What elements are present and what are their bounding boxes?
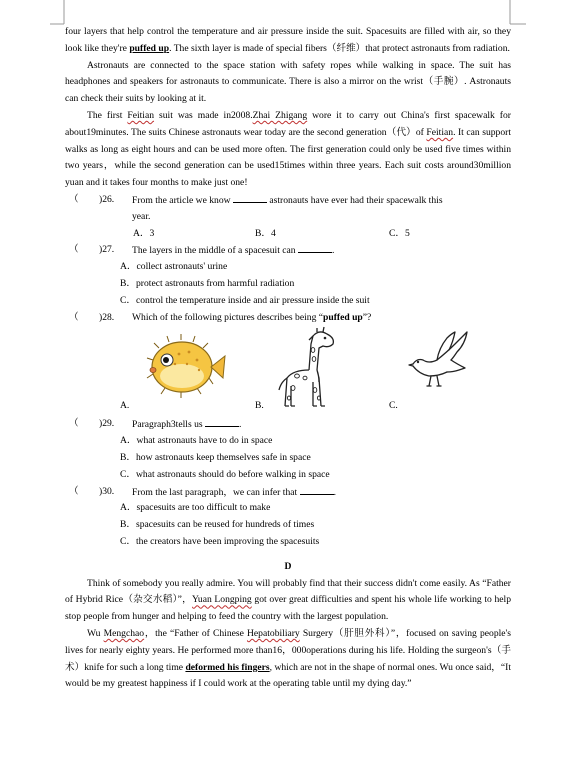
- option-b[interactable]: B．protect astronauts from harmful radiation: [120, 277, 295, 289]
- option-b[interactable]: B．how astronauts keep themselves safe in space: [120, 451, 311, 463]
- passage-c-paragraph-2: Astronauts are connected to the space station with safety ropes while walking in space. The suit has headphones and speakers for astronauts to communicate. There is also a mirror on the wrist（手腕）. Astronauts can check their suits by looking at it.: [65, 59, 511, 105]
- passage-d-paragraph-1: Think of somebody you really admire. You will probably find that their success didn't come easily. As “Father of Hybrid Rice（杂交水稻）”，Yuan Longping got over great difficulties and spent his whole life working to help stop people from hunger and helping to feed the country with the largest population.: [65, 577, 511, 623]
- option-b[interactable]: B．spacesuits can be reused for hundreds of times: [120, 519, 315, 531]
- option-c[interactable]: C．control the temperature inside and air pressure inside the suit: [120, 294, 370, 306]
- answer-blank[interactable]: [300, 484, 334, 495]
- bird-picture[interactable]: [407, 330, 471, 396]
- answer-blank[interactable]: [233, 192, 267, 203]
- answer-blank[interactable]: [205, 416, 239, 427]
- option-c[interactable]: C.: [389, 400, 398, 412]
- passage-d-paragraph-2: Wu Mengchao，the “Father of Chinese Hepatobiliary Surgery（肝胆外科）”，focused on saving people's lives for nearly eighty years. He performed more than16，000operations during his life. Holding the surgeon's（手术）knife for such a long time deformed his fingers, which are not in the shape of normal ones. Wu once said，“It would be my greatest happiness if I could work at the operating table until my dying day.”: [65, 627, 512, 690]
- option-a[interactable]: A．collect astronauts' urine: [120, 261, 228, 273]
- passage-c-paragraph-1: four layers that help control the temperature and air pressure inside the suit. Spacesuits are filled with air, so they look like they're puffed up. The sixth layer is made of special fibers（纤维）that protect astronauts from radiation.: [65, 26, 511, 54]
- option-a[interactable]: A．spacesuits are too difficult to make: [120, 502, 271, 514]
- option-a[interactable]: A.: [120, 400, 130, 412]
- section-d-heading: D: [284, 560, 292, 572]
- crop-mark-left: [50, 0, 70, 26]
- option-b[interactable]: B．4: [255, 227, 276, 239]
- giraffe-picture[interactable]: [271, 326, 351, 414]
- question-26: （ )26. From the article we know astronauts have ever had their spacewalk this year. A．3 B．4 C．5: [65, 192, 511, 242]
- document-page: [65, 24, 511, 693]
- question-29: （ )29. Paragraph3tells us . A．what astronauts have to do in space B．how astronauts keep themselves safe in space C．what astronauts should do before walking in space: [65, 416, 511, 483]
- question-27: （ )27. The layers in the middle of a spacesuit can . A．collect astronauts' urine B．protect astronauts from harmful radiation C．control the temperature inside and air pressure inside the suit: [65, 242, 511, 309]
- deformed-fingers-phrase: deformed his fingers: [185, 661, 270, 673]
- crop-mark-right: [505, 0, 527, 26]
- pufferfish-picture[interactable]: [139, 334, 229, 404]
- question-30: （ )30. From the last paragraph，we can infer that . A．spacesuits are too difficult to make B．spacesuits can be reused for hundreds of times C．the creators have been improving the spacesuits: [65, 484, 511, 551]
- option-c[interactable]: C．the creators have been improving the spacesuits: [120, 535, 320, 547]
- passage-c-paragraph-3: The first Feitian suit was made in2008.Zhai Zhigang wore it to carry out China's first spacewalk for about19minutes. The suits Chinese astronauts wear today are the second generation（代）of Feitian. It can support walks as long as eight hours and can be used more often. The first generation could only be used five times within two years，while the second generation can be used15times within three years. Each suit costs around30million yuan and it takes four months to make just one!: [65, 109, 511, 189]
- option-a[interactable]: A．what astronauts have to do in space: [120, 435, 273, 447]
- option-c[interactable]: C．what astronauts should do before walking in space: [120, 468, 330, 480]
- question-28: （ )28. Which of the following pictures describes being “puffed up”? A. B. C.: [65, 310, 511, 417]
- option-c[interactable]: C．5: [389, 227, 410, 239]
- option-b[interactable]: B.: [255, 400, 264, 412]
- puffed-up-phrase: puffed up: [129, 42, 170, 54]
- option-a[interactable]: A．3: [133, 227, 155, 239]
- answer-blank[interactable]: [298, 242, 332, 253]
